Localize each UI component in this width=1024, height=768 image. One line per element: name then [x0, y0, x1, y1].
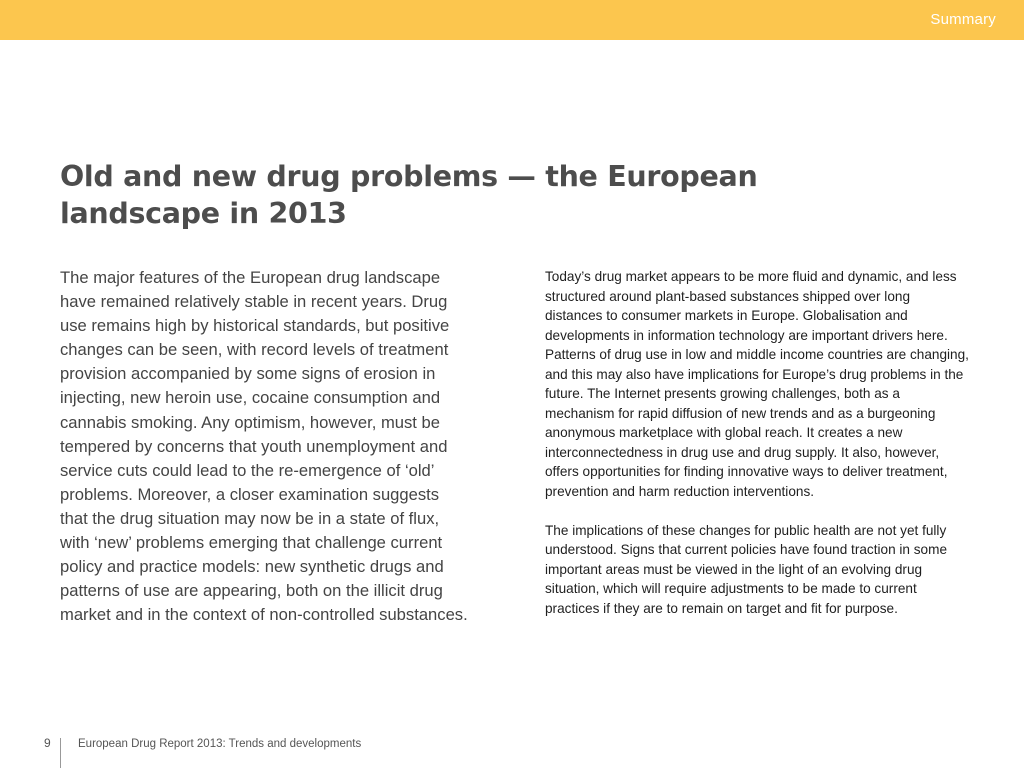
body-paragraph: Today’s drug market appears to be more fluid and dynamic, and less structured around plant-based substances shipped over long distances to consumer markets in Europe. Globalisation and developments in information technology are important drivers here. Patterns of drug use in low and middle income countries are changing, and this may also have implications for Europe’s drug problems in the future. The Internet presents growing challenges, both as a mechanism for rapid diffusion of new trends and as a burgeoning anonymous marketplace with global reach. It creates a new interconnectedness in drug use and drug supply. It also, however, offers opportunities for finding innovative ways to deliver treatment, prevention and harm reduction interventions.	[545, 269, 969, 499]
footer-divider	[60, 738, 61, 768]
page-number: 9	[44, 736, 51, 750]
page-title: Old and new drug problems — the European landscape in 2013	[60, 160, 758, 230]
body-paragraph: The implications of these changes for public health are not yet fully understood. Signs that current policies have found traction in some important areas must be viewed in the light of an evolving drug situation, which will require adjustments to be made to current practices if they are to remain on target and fit for purpose.	[545, 522, 948, 616]
body-column	[545, 267, 970, 618]
header-bar	[0, 0, 1024, 40]
section-label: Summary	[930, 11, 996, 28]
lead-paragraph: The major features of the European drug landscape have remained relatively stable in recent years. Drug use remains high by historical standards, but positive changes can be seen, with record levels of treatment provision accompanied by some signs of erosion in injecting, new heroin use, cocaine consumption and cannabis smoking. Any optimism, however, must be tempered by concerns that youth unemployment and service cuts could lead to the re-emergence of ‘old’ problems. Moreover, a closer examination suggests that the drug situation may now be in a state of flux, with ‘new’ problems emerging that challenge current policy and practice models: new synthetic drugs and patterns of use are appearing, both on the illicit drug market and in the context of non-controlled substances.	[60, 268, 468, 625]
footer-report-title: European Drug Report 2013: Trends and developments	[78, 738, 362, 750]
